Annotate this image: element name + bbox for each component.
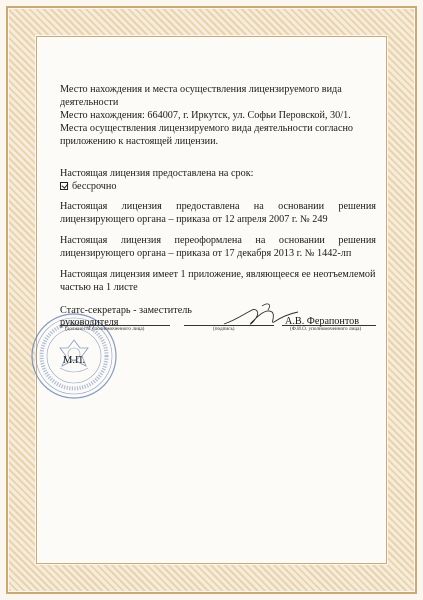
location-line-1: Место нахождения и места осуществления лицензируемого вида xyxy=(60,84,342,95)
signatory-position-line-1: Статс-секретарь - заместитель xyxy=(60,305,192,316)
term-option xyxy=(60,180,116,193)
appendix-line-2: частью на 1 листе xyxy=(60,282,138,293)
caption-position: (должность уполномоченного лица) xyxy=(65,326,145,332)
caption-signature: (подпись) xyxy=(213,326,235,332)
signatory-position-line-2: руководителя xyxy=(60,317,119,328)
reissue-line-2: лицензирующего органа – приказа от 17 декабря 2013 г. № 1442-лп xyxy=(60,248,352,259)
location-line-2: деятельности xyxy=(60,97,119,108)
location-line-5: приложению к настоящей лицензии. xyxy=(60,136,219,147)
reissue-line-1: Настоящая лицензия переоформлена на основании решения xyxy=(60,235,376,246)
location-line-4: Места осуществления лицензируемого вида деятельности согласно xyxy=(60,123,354,134)
checkbox-checked-icon xyxy=(60,182,68,190)
term-heading: Настоящая лицензия предоставлена на срок: xyxy=(60,168,254,179)
term-option-label: бессрочно xyxy=(72,181,117,192)
basis-line-1: Настоящая лицензия предоставлена на основании решения xyxy=(60,201,376,212)
caption-name: (Ф.И.О. уполномоченного лица) xyxy=(290,326,362,332)
appendix-line-1: Настоящая лицензия имеет 1 приложение, являющееся ее неотъемлемой xyxy=(60,269,376,280)
stamp-label: М.П. xyxy=(63,355,86,366)
signatory-name: А.В. Ферапонтов xyxy=(285,316,360,327)
basis-line-2: лицензирующего органа – приказа от 12 апреля 2007 г. № 249 xyxy=(60,214,328,225)
location-line-3: Место нахождения: 664007, г. Иркутск, ул. Софьи Перовской, 30/1. xyxy=(60,110,351,121)
